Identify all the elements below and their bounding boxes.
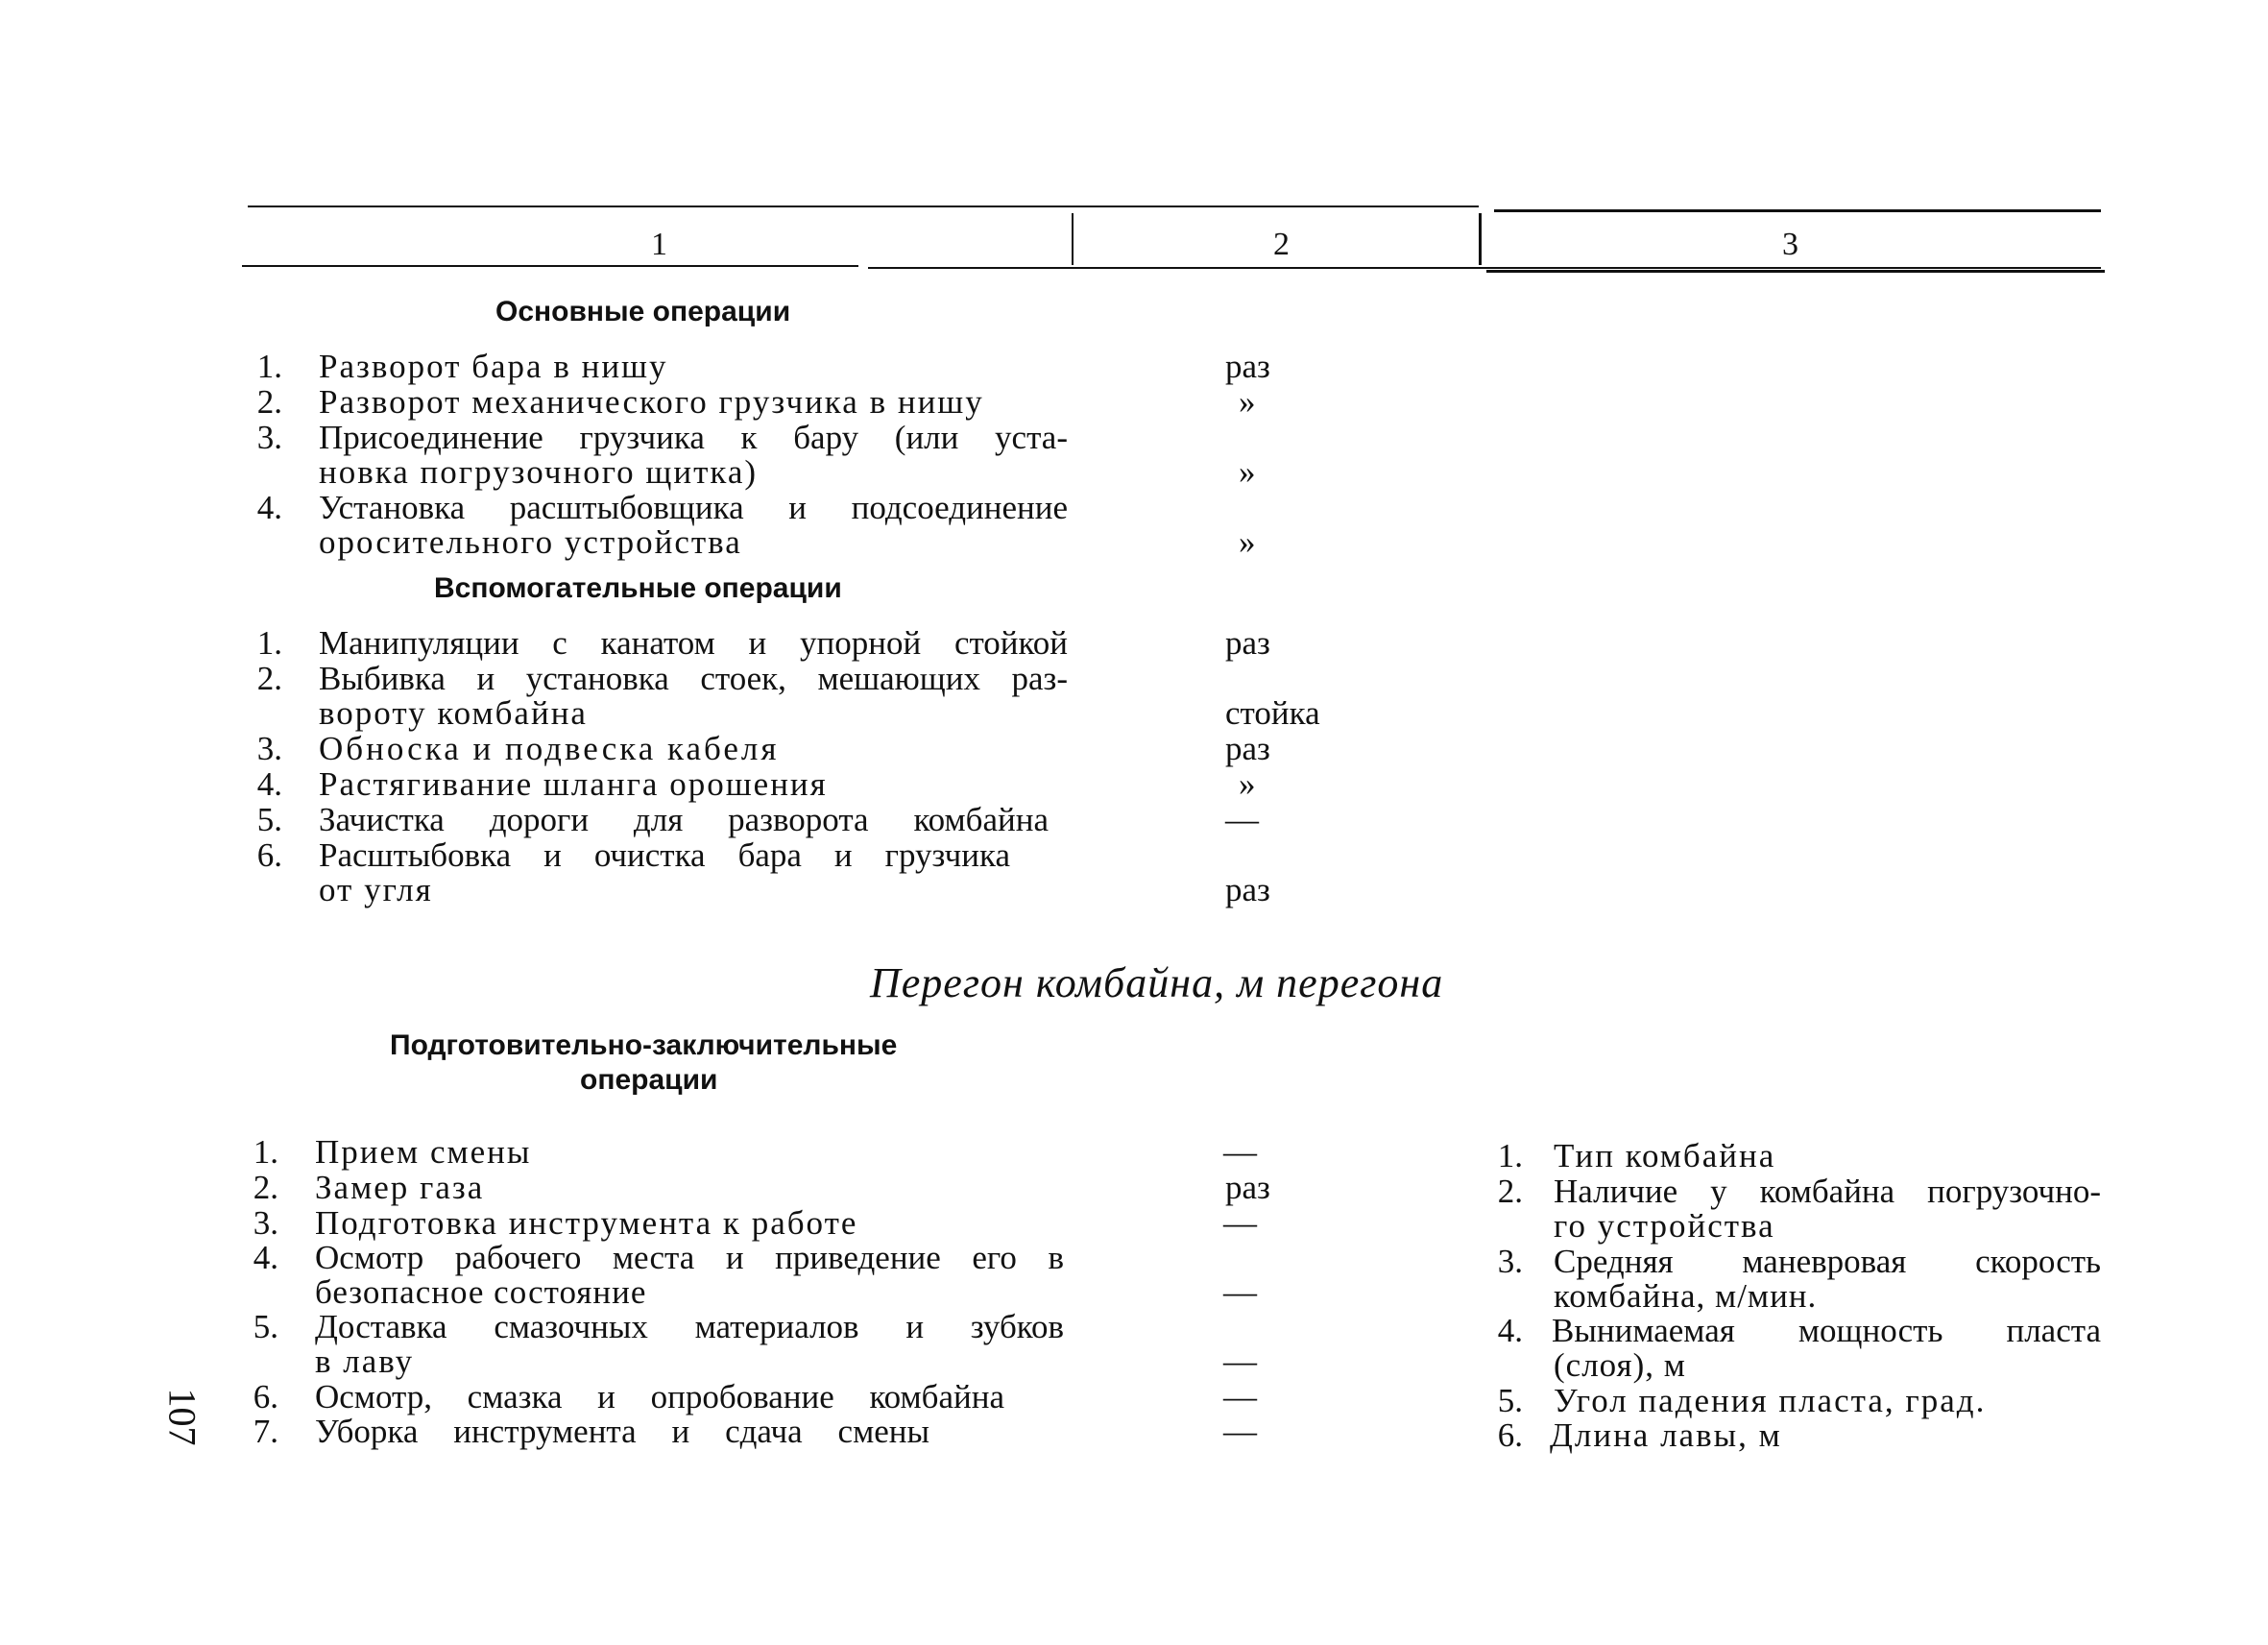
item-text: безопасное состояние bbox=[315, 1273, 647, 1311]
header-divider-2 bbox=[1479, 213, 1482, 265]
item-text: Разворот механического грузчика в нишу bbox=[319, 383, 984, 421]
item-unit: » bbox=[1239, 523, 1256, 561]
header-col-1: 1 bbox=[651, 227, 667, 262]
item-unit: — bbox=[1223, 1343, 1257, 1380]
item-text: Манипуляции с канатом и упорной стойкой bbox=[319, 624, 1068, 662]
item-text: Разворот бара в нишу bbox=[319, 348, 668, 385]
item-unit: стойка bbox=[1225, 694, 1320, 732]
item-number: 7. bbox=[253, 1413, 278, 1450]
item-number: 3. bbox=[1497, 1243, 1523, 1280]
header-top-rule-right bbox=[1494, 209, 2101, 212]
header-bottom-rule-mid bbox=[868, 267, 2101, 269]
item-text: Наличие у комбайна погрузочно- bbox=[1554, 1173, 2101, 1210]
item-text: Угол падения пласта, град. bbox=[1554, 1382, 1987, 1419]
prep-ops-heading-line2: операции bbox=[580, 1064, 718, 1096]
item-number: 6. bbox=[1497, 1416, 1523, 1454]
item-unit: » bbox=[1239, 383, 1256, 421]
item-number: 3. bbox=[253, 1204, 278, 1242]
item-unit: раз bbox=[1225, 730, 1270, 767]
item-number: 5. bbox=[256, 801, 282, 838]
item-number: 5. bbox=[253, 1308, 278, 1345]
item-number: 1. bbox=[253, 1133, 278, 1171]
header-col-3: 3 bbox=[1782, 227, 1798, 262]
item-unit: — bbox=[1223, 1378, 1257, 1415]
item-unit: — bbox=[1223, 1413, 1257, 1450]
item-number: 4. bbox=[1497, 1312, 1523, 1349]
item-text: Обноска и подвеска кабеля bbox=[319, 730, 780, 767]
header-divider-1 bbox=[1072, 213, 1074, 265]
item-text: Присоединение грузчика к бару (или уста- bbox=[319, 419, 1068, 456]
item-unit: » bbox=[1239, 453, 1256, 491]
item-number: 3. bbox=[256, 730, 282, 767]
item-unit: » bbox=[1239, 765, 1256, 803]
item-text: комбайна, м/мин. bbox=[1554, 1277, 1818, 1315]
item-text: от угля bbox=[319, 871, 433, 908]
item-number: 3. bbox=[256, 419, 282, 456]
item-unit: раз bbox=[1225, 1169, 1270, 1206]
item-unit: — bbox=[1223, 1133, 1257, 1171]
item-number: 1. bbox=[256, 348, 282, 385]
main-ops-heading: Основные операции bbox=[495, 296, 791, 327]
item-text: Тип комбайна bbox=[1554, 1137, 1776, 1174]
page-number: 107 bbox=[160, 1388, 205, 1446]
item-unit: — bbox=[1223, 1204, 1257, 1242]
item-text: Установка расштыбовщика и подсоединение bbox=[319, 489, 1068, 526]
header-col-2: 2 bbox=[1273, 227, 1290, 262]
item-text: (слоя), м bbox=[1554, 1346, 1686, 1384]
item-text: Доставка смазочных материалов и зубков bbox=[315, 1308, 1064, 1345]
item-unit: — bbox=[1225, 801, 1259, 838]
header-top-rule-left bbox=[248, 206, 1479, 207]
section-title: Перегон комбайна, м перегона bbox=[870, 959, 1444, 1006]
item-number: 2. bbox=[1497, 1173, 1523, 1210]
item-number: 5. bbox=[1497, 1382, 1523, 1419]
item-text: Уборка инструмента и сдача смены bbox=[315, 1413, 929, 1450]
item-text: Зачистка дороги для разворота комбайна bbox=[319, 801, 1049, 838]
item-unit: раз bbox=[1225, 624, 1270, 662]
item-text: Подготовка инструмента к работе bbox=[315, 1204, 858, 1242]
item-number: 6. bbox=[256, 836, 282, 874]
header-bottom-rule-right bbox=[1486, 270, 2105, 273]
item-number: 4. bbox=[256, 765, 282, 803]
item-unit: раз bbox=[1225, 348, 1270, 385]
item-number: 4. bbox=[256, 489, 282, 526]
item-text: Средняя маневровая скорость bbox=[1554, 1243, 2101, 1280]
item-text: Вынимаемая мощность пласта bbox=[1552, 1312, 2101, 1349]
item-text: новка погрузочного щитка) bbox=[319, 453, 759, 491]
item-number: 1. bbox=[256, 624, 282, 662]
prep-ops-heading-line1: Подготовительно-заключительные bbox=[390, 1029, 898, 1061]
header-bottom-rule-left bbox=[242, 265, 858, 267]
item-text: в лаву bbox=[315, 1343, 415, 1380]
item-unit: — bbox=[1223, 1273, 1257, 1311]
item-text: Прием смены bbox=[315, 1133, 532, 1171]
aux-ops-heading: Вспомогательные операции bbox=[434, 572, 842, 604]
item-text: оросительного устройства bbox=[319, 523, 742, 561]
item-text: Замер газа bbox=[315, 1169, 485, 1206]
item-text: Растягивание шланга орошения bbox=[319, 765, 828, 803]
item-number: 1. bbox=[1497, 1137, 1523, 1174]
item-number: 2. bbox=[253, 1169, 278, 1206]
item-unit: раз bbox=[1225, 871, 1270, 908]
item-text: вороту комбайна bbox=[319, 694, 588, 732]
item-number: 4. bbox=[253, 1239, 278, 1276]
item-number: 2. bbox=[256, 660, 282, 697]
item-text: Длина лавы, м bbox=[1550, 1416, 1782, 1454]
item-text: Расштыбовка и очистка бара и грузчика bbox=[319, 836, 1010, 874]
item-number: 6. bbox=[253, 1378, 278, 1415]
item-text: го устройства bbox=[1554, 1207, 1775, 1245]
item-text: Осмотр рабочего места и приведение его в bbox=[315, 1239, 1064, 1276]
item-text: Осмотр, смазка и опробование комбайна bbox=[315, 1378, 1004, 1415]
item-number: 2. bbox=[256, 383, 282, 421]
item-text: Выбивка и установка стоек, мешающих раз- bbox=[319, 660, 1068, 697]
